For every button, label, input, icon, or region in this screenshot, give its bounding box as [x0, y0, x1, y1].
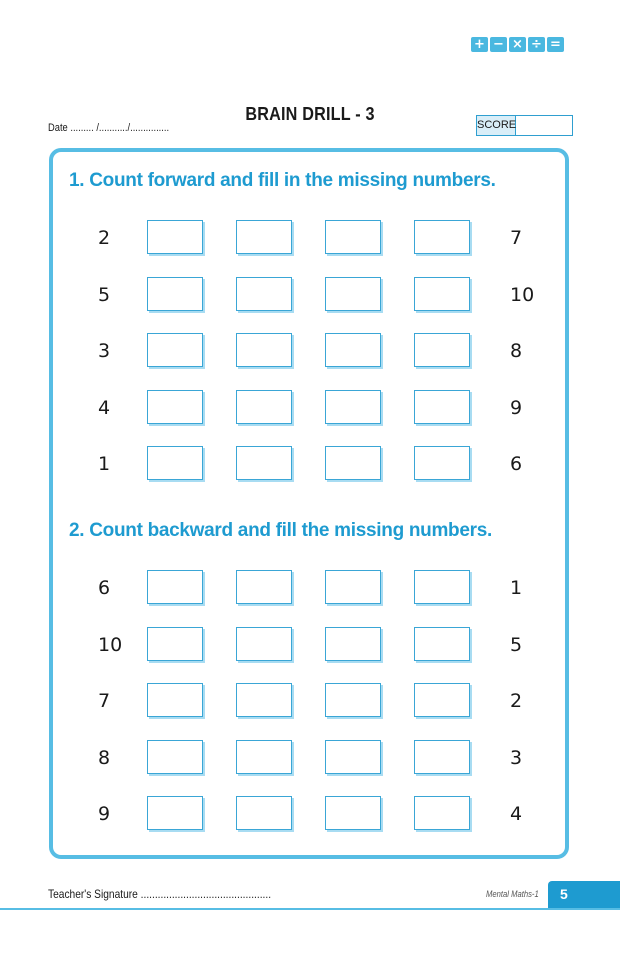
answer-box[interactable] — [147, 220, 203, 254]
end-number: 6 — [510, 453, 523, 475]
footer-divider — [0, 908, 620, 910]
answer-box[interactable] — [236, 740, 292, 774]
minus-icon: − — [490, 37, 507, 52]
answer-box[interactable] — [236, 627, 292, 661]
answer-box[interactable] — [236, 683, 292, 717]
answer-box[interactable] — [414, 683, 470, 717]
exercise-row — [0, 333, 620, 369]
plus-icon: + — [471, 37, 488, 52]
answer-box[interactable] — [147, 277, 203, 311]
end-number: 10 — [510, 283, 535, 306]
answer-box[interactable] — [414, 796, 470, 830]
answer-box[interactable] — [147, 333, 203, 367]
exercise-row — [0, 277, 620, 313]
answer-box[interactable] — [325, 740, 381, 774]
teacher-signature-line[interactable]: Teacher's Signature .............................................. — [48, 887, 272, 901]
operations-icon-strip — [471, 37, 564, 52]
answer-box[interactable] — [147, 570, 203, 604]
answer-box[interactable] — [325, 220, 381, 254]
end-number: 8 — [510, 340, 523, 362]
end-number: 2 — [510, 690, 523, 712]
exercise-row — [0, 220, 620, 256]
page-title: BRAIN DRILL - 3 — [245, 104, 375, 124]
end-number: 4 — [510, 803, 523, 825]
start-number: 4 — [98, 396, 111, 419]
end-number: 1 — [510, 577, 523, 599]
answer-box[interactable] — [414, 740, 470, 774]
score-input-box[interactable] — [516, 115, 573, 136]
end-number: 9 — [510, 396, 523, 419]
answer-box[interactable] — [414, 570, 470, 604]
start-number: 6 — [98, 577, 111, 599]
exercise-row — [0, 446, 620, 482]
start-number: 5 — [98, 283, 111, 306]
answer-box[interactable] — [147, 446, 203, 480]
exercise-row — [0, 570, 620, 606]
answer-box[interactable] — [414, 446, 470, 480]
exercise-row — [0, 627, 620, 663]
exercise-row — [0, 683, 620, 719]
answer-box[interactable] — [414, 333, 470, 367]
page-number-tab — [548, 881, 620, 908]
book-name: Mental Maths-1 — [486, 889, 539, 899]
score-field — [476, 115, 573, 136]
score-label: SCORE — [476, 115, 516, 136]
answer-box[interactable] — [147, 627, 203, 661]
equals-icon: = — [547, 37, 564, 52]
answer-box[interactable] — [147, 796, 203, 830]
answer-box[interactable] — [325, 446, 381, 480]
start-number: 9 — [98, 803, 111, 825]
answer-box[interactable] — [325, 627, 381, 661]
answer-box[interactable] — [414, 627, 470, 661]
answer-box[interactable] — [236, 570, 292, 604]
answer-box[interactable] — [147, 390, 203, 424]
answer-box[interactable] — [236, 796, 292, 830]
answer-box[interactable] — [325, 390, 381, 424]
end-number: 3 — [510, 746, 523, 769]
answer-box[interactable] — [236, 390, 292, 424]
exercise-row — [0, 390, 620, 426]
section-1-heading: 1. Count forward and fill in the missing numbers. — [69, 170, 496, 191]
answer-box[interactable] — [414, 390, 470, 424]
answer-box[interactable] — [236, 220, 292, 254]
answer-box[interactable] — [325, 333, 381, 367]
answer-box[interactable] — [147, 740, 203, 774]
start-number: 1 — [98, 453, 111, 475]
answer-box[interactable] — [325, 570, 381, 604]
answer-box[interactable] — [236, 277, 292, 311]
start-number: 3 — [98, 340, 111, 362]
date-field[interactable]: Date ......... /.........../............... — [48, 122, 170, 134]
answer-box[interactable] — [325, 277, 381, 311]
exercise-row — [0, 796, 620, 832]
exercise-row — [0, 740, 620, 776]
answer-box[interactable] — [414, 277, 470, 311]
multiply-icon: × — [509, 37, 526, 52]
answer-box[interactable] — [236, 446, 292, 480]
end-number: 5 — [510, 633, 523, 656]
end-number: 7 — [510, 227, 523, 249]
section-2-heading: 2. Count backward and fill the missing numbers. — [69, 520, 492, 541]
divide-icon: ÷ — [528, 37, 545, 52]
answer-box[interactable] — [236, 333, 292, 367]
start-number: 10 — [98, 633, 123, 656]
answer-box[interactable] — [325, 796, 381, 830]
start-number: 8 — [98, 746, 111, 769]
start-number: 7 — [98, 690, 111, 712]
start-number: 2 — [98, 227, 111, 249]
answer-box[interactable] — [414, 220, 470, 254]
page-number: 5 — [560, 886, 568, 902]
answer-box[interactable] — [147, 683, 203, 717]
answer-box[interactable] — [325, 683, 381, 717]
